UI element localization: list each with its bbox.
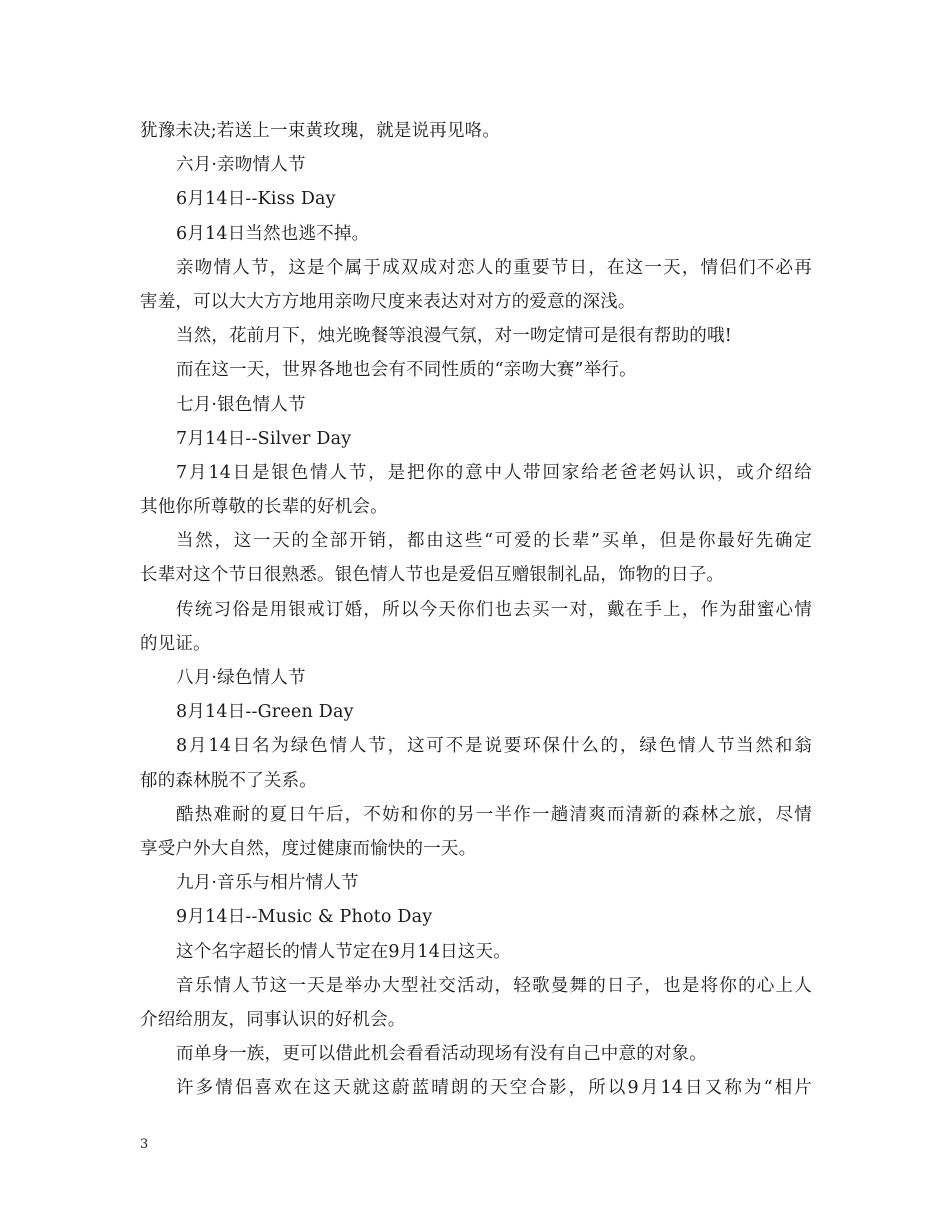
text-line: 8月14日--Green Day (176, 702, 354, 723)
text-line: 音乐情人节这一天是举办大型社交活动，轻歌曼舞的日子，也是将你的心上人 (176, 975, 812, 996)
text-line: 而单身一族，更可以借此机会看看活动现场有没有自己中意的对象。 (176, 1044, 707, 1065)
text-line: 八月·绿色情人节 (176, 668, 306, 688)
text-line: 六月·亲吻情人节 (176, 155, 306, 176)
text-line: 郁的森林脱不了关系。 (140, 770, 317, 791)
text-line: 当然，这一天的全部开销，都由这些“可爱的长辈”买单，但是你最好先确定 (176, 531, 812, 552)
text-line: 7月14日--Silver Day (176, 428, 352, 449)
text-line: 6月14日当然也逃不掉。 (176, 223, 370, 244)
text-line: 当然，花前月下，烛光晚餐等浪漫气氛，对一吻定情可是很有帮助的哦! (176, 326, 732, 347)
text-line: 9月14日--Music & Photo Day (176, 907, 433, 928)
page-number: 3 (140, 1137, 149, 1152)
text-line: 许多情侣喜欢在这天就这蔚蓝晴朗的天空合影，所以9月14日又称为“相片 (176, 1078, 812, 1099)
text-line: 犹豫未决;若送上一束黄玫瑰，就是说再见咯。 (140, 121, 501, 141)
text-line: 的见证。 (140, 633, 211, 654)
text-line: 亲吻情人节，这是个属于成双成对恋人的重要节日，在这一天，情侣们不必再 (176, 257, 812, 278)
text-line: 8月14日名为绿色情人节，这可不是说要环保什么的，绿色情人节当然和翁 (176, 736, 812, 757)
text-line: 7月14日是银色情人节，是把你的意中人带回家给老爸老妈认识，或介绍给 (176, 462, 812, 483)
document-body (140, 114, 812, 1105)
text-line: 介绍给朋友，同事认识的好机会。 (140, 1009, 406, 1030)
text-line: 长辈对这个节日很熟悉。银色情人节也是爱侣互赠银制礼品，饰物的日子。 (140, 565, 725, 586)
text-line: 这个名字超长的情人节定在9月14日这天。 (176, 941, 511, 962)
text-line: 七月·银色情人节 (176, 394, 306, 415)
text-line: 传统习俗是用银戒订婚，所以今天你们也去买一对，戴在手上，作为甜蜜心情 (176, 599, 812, 620)
text-line: 酷热难耐的夏日午后，不妨和你的另一半作一趟清爽而清新的森林之旅，尽情 (176, 804, 812, 825)
text-line: 6月14日--Kiss Day (176, 189, 336, 210)
text-line: 享受户外大自然，度过健康而愉快的一天。 (140, 838, 477, 859)
text-line: 九月·音乐与相片情人节 (176, 873, 359, 894)
text-line: 其他你所尊敬的长辈的好机会。 (140, 497, 388, 518)
text-line: 害羞，可以大大方方地用亲吻尺度来表达对对方的爱意的深浅。 (140, 291, 636, 312)
text-line: 而在这一天，世界各地也会有不同性质的“亲吻大赛”举行。 (176, 360, 637, 381)
